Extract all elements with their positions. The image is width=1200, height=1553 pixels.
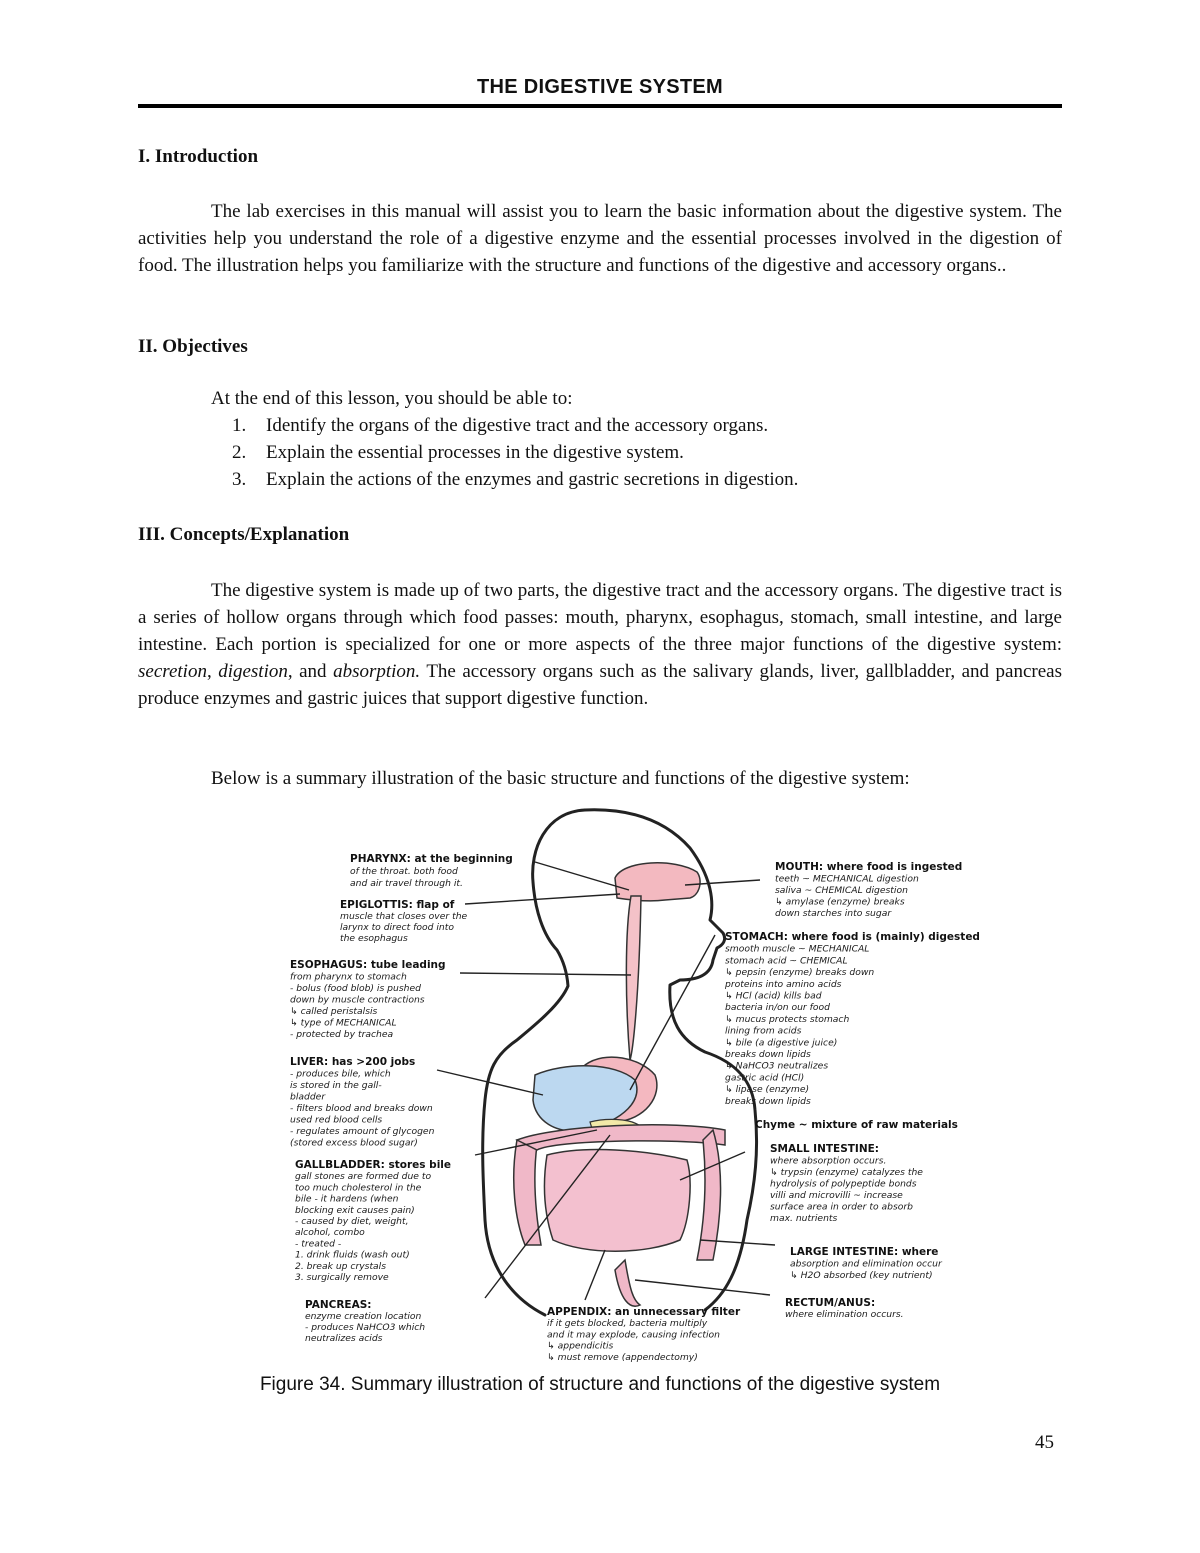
label-stomach-line: stomach acid ~ CHEMICAL [725, 955, 848, 967]
objective-text: Explain the essential processes in the digestive system. [266, 442, 684, 463]
label-pancreas-line: neutralizes acids [305, 1333, 383, 1344]
objective-text: Identify the organs of the digestive tract and the accessory organs. [266, 415, 769, 436]
label-stomach-line: gastric acid (HCl) [725, 1072, 805, 1084]
label-mouth-line: teeth ~ MECHANICAL digestion [775, 873, 919, 885]
label-large-intestine-line: absorption and elimination occur [790, 1258, 942, 1270]
label-gallbladder-line: 1. drink fluids (wash out) [295, 1249, 410, 1261]
label-large-intestine-title: LARGE INTESTINE: where [790, 1246, 939, 1258]
label-epiglottis-line: the esophagus [340, 933, 408, 944]
concepts-sep-2: , and [287, 661, 334, 682]
label-pharynx-line: of the throat. both food [350, 866, 458, 877]
label-gallbladder-line: blocking exit causes pain) [295, 1204, 415, 1216]
label-small-intestine-line: ↳ trypsin (enzyme) catalyzes the [770, 1167, 923, 1178]
label-stomach-line: breaks down lipids [725, 1049, 811, 1060]
label-stomach-line: ↳ HCl (acid) kills bad [725, 990, 822, 1002]
term-absorption: absorption. [333, 661, 421, 682]
intro-text: The lab exercises in this manual will assist you to learn the basic information about the digestive system. The activities help you understand the role of a digestive enzyme and the essential processes involved in the digestion of food. The illustration helps you familiarize with the structure and functions of the digestive and accessory organs.. [138, 201, 1062, 276]
label-appendix-line: ↳ appendicitis [547, 1340, 614, 1352]
term-secretion: secretion [138, 661, 207, 682]
label-small-intestine-line: max. nutrients [770, 1213, 838, 1224]
label-mouth-line: down starches into sugar [775, 908, 892, 919]
figure-caption: Figure 34. Summary illustration of structure and functions of the digestive system [259, 1374, 941, 1395]
label-mouth-title: MOUTH: where food is ingested [775, 861, 963, 873]
label-gallbladder-line: 3. surgically remove [295, 1272, 389, 1283]
label-small-intestine-line: where absorption occurs. [770, 1155, 887, 1167]
label-gallbladder-line: bile - it hardens (when [295, 1193, 399, 1205]
objective-number: 1. [232, 415, 247, 436]
label-stomach-line: ↳ lipase (enzyme) [725, 1084, 810, 1096]
label-epiglottis-title: EPIGLOTTIS: flap of [340, 899, 455, 911]
label-appendix-line: ↳ must remove (appendectomy) [547, 1351, 698, 1363]
figure-intro: Below is a summary illustration of the basic structure and functions of the digestive system: [211, 768, 910, 789]
label-rectum-title: RECTUM/ANUS: [785, 1297, 876, 1309]
objective-text: Explain the actions of the enzymes and gastric secretions in digestion. [266, 469, 799, 490]
transverse-colon [517, 1125, 725, 1150]
label-mouth-line: ↳ amylase (enzyme) breaks [775, 896, 905, 908]
label-small-intestine-line: hydrolysis of polypeptide bonds [770, 1178, 917, 1190]
small-intestine-organ [545, 1150, 691, 1252]
label-liver-line: is stored in the gall- [290, 1080, 382, 1091]
digestive-system-illustration [285, 800, 1005, 1375]
label-pancreas-line: - produces NaHCO3 which [305, 1322, 426, 1333]
objective-item [232, 469, 798, 491]
label-epiglottis-line: larynx to direct food into [340, 922, 454, 933]
mouth-organ [615, 863, 700, 901]
label-stomach-line: ↳ pepsin (enzyme) breaks down [725, 967, 875, 979]
label-pharynx-line: and air travel through it. [350, 878, 463, 889]
objective-number: 2. [232, 442, 247, 463]
label-large-intestine-line: ↳ H2O absorbed (key nutrient) [790, 1270, 933, 1281]
esophagus-organ [626, 896, 641, 1060]
label-esophagus-line: ↳ called peristalsis [290, 1006, 378, 1017]
objectives-heading: II. Objectives [138, 336, 248, 357]
label-pancreas-line: enzyme creation location [305, 1311, 422, 1322]
objective-number: 3. [232, 469, 247, 490]
term-digestion: digestion [218, 661, 288, 682]
label-liver-line: - produces bile, which [290, 1068, 391, 1080]
objectives-lead: At the end of this lesson, you should be able to: [211, 388, 573, 409]
objective-item [232, 442, 684, 464]
label-appendix-title: APPENDIX: an unnecessary filter [547, 1306, 741, 1318]
page-title: THE DIGESTIVE SYSTEM [476, 76, 724, 98]
concepts-text-b: The accessory organs such as the salivary glands, liver, gallbladder, and pancreas produce enzymes and gastric juices that support digestive function. [138, 661, 1063, 709]
label-appendix-line: if it gets blocked, bacteria multiply [547, 1318, 708, 1330]
label-rectum-line: where elimination occurs. [785, 1309, 904, 1320]
label-gallbladder-line: 2. break up crystals [295, 1260, 387, 1272]
label-chyme-title: Chyme ~ mixture of raw materials [755, 1119, 958, 1131]
label-gallbladder-line: - treated - [295, 1238, 342, 1250]
label-small-intestine-line: villi and microvilli ~ increase [770, 1190, 903, 1201]
label-epiglottis-line: muscle that closes over the [340, 911, 468, 922]
digestive-system-figure [285, 800, 1005, 1375]
label-liver-line: bladder [290, 1091, 326, 1103]
label-stomach-line: ↳ NaHCO3 neutralizes [725, 1060, 829, 1072]
label-stomach-title: STOMACH: where food is (mainly) digested [725, 931, 980, 943]
label-stomach-line: breaks down lipids [725, 1095, 811, 1107]
label-liver-line: (stored excess blood sugar) [290, 1137, 418, 1149]
label-esophagus-line: - protected by trachea [290, 1029, 394, 1040]
label-pharynx-title: PHARYNX: at the beginning [350, 853, 513, 865]
label-gallbladder-line: - caused by diet, weight, [295, 1216, 409, 1227]
concepts-sep-1: , [206, 661, 219, 682]
label-gallbladder-title: GALLBLADDER: stores bile [295, 1159, 452, 1171]
digestive-organs [514, 863, 725, 1306]
label-gallbladder-line: gall stones are formed due to [295, 1171, 432, 1183]
label-stomach-line: ↳ mucus protects stomach [725, 1013, 850, 1025]
concepts-heading: III. Concepts/Explanation [138, 524, 350, 545]
label-stomach-line: proteins into amino acids [725, 978, 842, 990]
label-gallbladder-line: alcohol, combo [295, 1227, 365, 1239]
intro-heading: I. Introduction [138, 146, 259, 167]
rectum-organ [615, 1260, 640, 1306]
concepts-text-a: The digestive system is made up of two parts, the digestive tract and the accessory organs. The digestive tract is a series of hollow organs through which food passes: mouth, pharynx, esophagus, stomach, small intestine, and large intestine. Each portion is specialized for one or more aspects of the three major functions of the digestive system: [138, 580, 1062, 655]
page-number: 45 [1035, 1432, 1054, 1453]
objective-item [232, 415, 768, 437]
label-stomach-line: lining from acids [725, 1025, 802, 1037]
label-esophagus-line: from pharynx to stomach [290, 971, 407, 983]
title-rule [138, 104, 1062, 108]
label-stomach-line: ↳ bile (a digestive juice) [725, 1037, 838, 1049]
label-small-intestine-title: SMALL INTESTINE: [770, 1143, 879, 1155]
label-liver-title: LIVER: has >200 jobs [290, 1056, 416, 1068]
label-appendix-line: and it may explode, causing infection [547, 1329, 720, 1341]
label-gallbladder-line: too much cholesterol in the [295, 1182, 422, 1194]
label-pancreas-title: PANCREAS: [305, 1299, 372, 1311]
label-esophagus-line: - bolus (food blob) is pushed [290, 983, 421, 994]
label-esophagus-line: down by muscle contractions [290, 994, 425, 1006]
label-stomach-line: smooth muscle ~ MECHANICAL [725, 943, 870, 955]
label-small-intestine-line: surface area in order to absorb [770, 1201, 913, 1213]
intro-paragraph [138, 198, 1062, 279]
label-mouth-line: saliva ~ CHEMICAL digestion [775, 885, 908, 896]
label-liver-line: used red blood cells [290, 1114, 383, 1126]
label-liver-line: - filters blood and breaks down [290, 1103, 433, 1114]
label-stomach-line: bacteria in/on our food [725, 1002, 830, 1014]
concepts-paragraph [138, 577, 1062, 712]
label-esophagus-title: ESOPHAGUS: tube leading [290, 959, 446, 971]
label-esophagus-line: ↳ type of MECHANICAL [290, 1017, 397, 1029]
label-liver-line: - regulates amount of glycogen [290, 1126, 435, 1137]
